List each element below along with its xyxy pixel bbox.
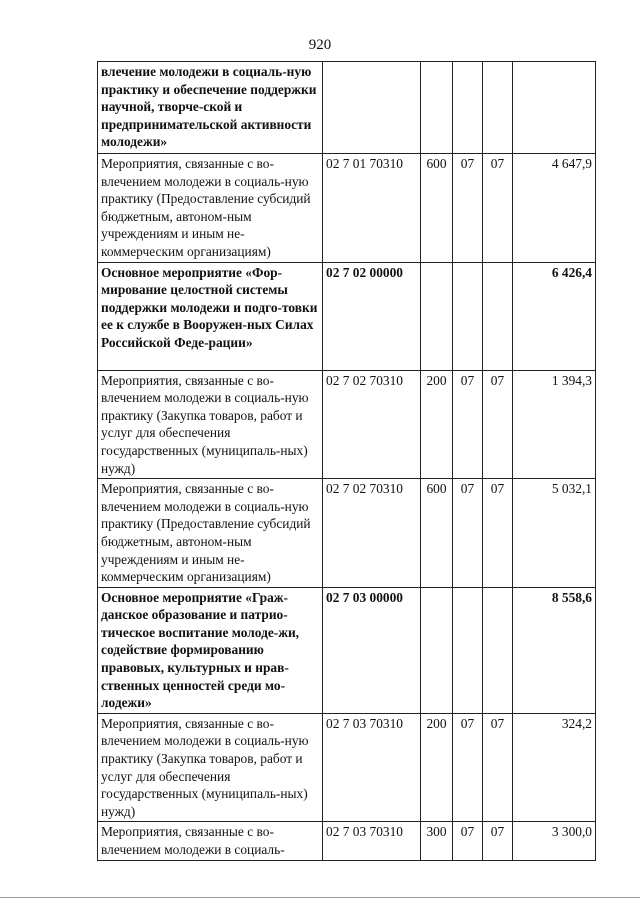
row-name-cell: Основное мероприятие «Фор-мирование целостной системы поддержки молодежи и подго-товки ее к службе в Вооружен-ных Силах Российской Феде-рации» [98,262,323,370]
row-sum-cell: 6 426,4 [513,262,596,370]
row-subsection-cell: 07 [483,154,513,263]
row-subsection-cell [483,262,513,370]
row-code-cell: 02 7 01 70310 [323,154,421,263]
row-sum-cell: 4 647,9 [513,154,596,263]
row-name-cell: влечение молодежи в социаль-ную практику и обеспечение поддержки научной, творче-ской и предпринимательской активности молодежи» [98,62,323,154]
row-expense-type-cell [421,587,453,713]
row-expense-type-cell: 200 [421,713,453,822]
row-subsection-cell: 07 [483,370,513,479]
row-section-cell: 07 [453,713,483,822]
row-section-cell [453,62,483,154]
row-name-cell: Мероприятия, связанные с во-влечением молодежи в социаль-ную практику (Предоставление субсидий бюджетным, автоном-ным учреждениям и иным не-коммерческим организациям) [98,479,323,588]
row-subsection-cell: 07 [483,479,513,588]
row-section-cell: 07 [453,479,483,588]
row-section-cell: 07 [453,370,483,479]
row-section-cell: 07 [453,154,483,263]
row-expense-type-cell: 600 [421,479,453,588]
row-section-cell: 07 [453,822,483,861]
page-number: 920 [308,37,332,53]
row-code-cell: 02 7 03 70310 [323,822,421,861]
row-expense-type-cell: 300 [421,822,453,861]
row-subsection-cell [483,62,513,154]
row-name-cell: Основное мероприятие «Граж-данское образование и патрио-тическое воспитание молоде-жи, содействие формированию правовых, культурных и нрав-ственных ценностей среди мо-лодежи» [98,587,323,713]
row-name-cell: Мероприятия, связанные с во-влечением молодежи в социаль-ную практику (Закупка товаров, работ и услуг для обеспечения государственных (муниципаль-ных) нужд) [98,713,323,822]
table-row [98,370,596,479]
table-row [98,262,596,370]
table-row [98,587,596,713]
row-expense-type-cell: 600 [421,154,453,263]
row-expense-type-cell [421,262,453,370]
table-row [98,479,596,588]
row-section-cell [453,587,483,713]
row-sum-cell: 5 032,1 [513,479,596,588]
row-sum-cell: 8 558,6 [513,587,596,713]
table-row [98,62,596,154]
row-sum-cell [513,62,596,154]
row-code-cell: 02 7 03 70310 [323,713,421,822]
row-subsection-cell: 07 [483,713,513,822]
row-name-cell: Мероприятия, связанные с во-влечением молодежи в социаль- [98,822,323,861]
bottom-edge-rule [0,897,640,898]
row-subsection-cell [483,587,513,713]
budget-table-body [98,62,596,861]
row-code-cell: 02 7 02 70310 [323,370,421,479]
row-code-cell: 02 7 03 00000 [323,587,421,713]
row-sum-cell: 1 394,3 [513,370,596,479]
row-expense-type-cell [421,62,453,154]
row-sum-cell: 3 300,0 [513,822,596,861]
row-sum-cell: 324,2 [513,713,596,822]
row-name-cell: Мероприятия, связанные с во-влечением молодежи в социаль-ную практику (Предоставление субсидий бюджетным, автоном-ным учреждениям и иным не-коммерческим организациям) [98,154,323,263]
row-code-cell: 02 7 02 00000 [323,262,421,370]
row-section-cell [453,262,483,370]
row-code-cell [323,62,421,154]
row-subsection-cell: 07 [483,822,513,861]
table-row [98,822,596,861]
row-code-cell: 02 7 02 70310 [323,479,421,588]
budget-table [97,61,596,861]
table-row [98,154,596,263]
table-row [98,713,596,822]
row-name-cell: Мероприятия, связанные с во-влечением молодежи в социаль-ную практику (Закупка товаров, работ и услуг для обеспечения государственных (муниципаль-ных) нужд) [98,370,323,479]
row-expense-type-cell: 200 [421,370,453,479]
